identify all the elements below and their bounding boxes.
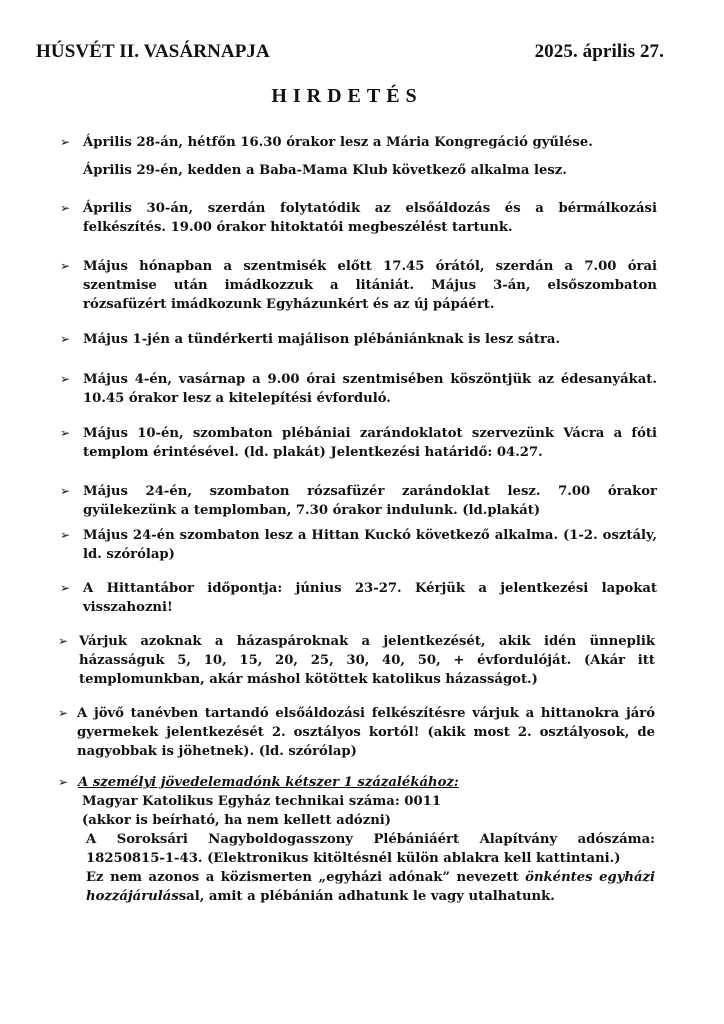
announcement-text: Április 28-án, hétfőn 16.30 órakor lesz a Mária Kongregáció gyűlése. [83, 135, 593, 150]
announcement-text: Április 30-án, szerdán folytatódik az elsőáldozás és a bérmálkozási felkészítés. 19.00 órakor hitoktatói megbeszélést tartunk. [83, 201, 657, 235]
announcement-item [60, 257, 657, 314]
arrowhead-bullet-icon: ➢ [60, 484, 71, 498]
announcement-text: Május 24-én szombaton lesz a Hittan Kuckó következő alkalma. (1-2. osztály, ld. szórólap) [83, 528, 657, 562]
announcement-item [60, 199, 657, 237]
tax-line: Magyar Katolikus Egyház technikai száma: 0011 [82, 794, 442, 809]
announcement-text: Május 10-én, szombaton plébániai zarándoklatot szervezünk Vácra a fóti templom érintésével. (ld. plakát) Jelentkezési határidő: 04.27. [83, 426, 657, 460]
announcement-item [60, 526, 657, 564]
announcement-text: Május 4-én, vasárnap a 9.00 órai szentmisében köszöntjük az édesanyákat. 10.45 órakor lesz a kitelepítési évforduló. [83, 372, 657, 406]
announcement-text: Várjuk azoknak a házaspároknak a jelentkezését, akik idén ünneplik házasságuk 5, 10, 15, 20, 25, 30, 40, 50, + évfordulóját. (Akár itt templomunkban, akár máshol kötöttek katolikus házasságot.) [79, 634, 655, 687]
announcement-item [60, 424, 657, 462]
announcement-text: A Hittantábor időpontja: június 23-27. Kérjük a jelentkezési lapokat visszahozni! [83, 581, 657, 615]
announcement-text: Május hónapban a szentmisék előtt 17.45 órától, szerdán a 7.00 órai szentmise után imádkozzuk a litániát. Május 3-án, elsőszombaton rózsafüzért imádkozunk Egyházunkért és az új pápáért. [83, 259, 657, 312]
arrowhead-bullet-icon: ➢ [60, 201, 71, 215]
arrowhead-bullet-icon: ➢ [60, 581, 71, 595]
date: 2025. április 27. [534, 41, 664, 62]
tax-line: A Soroksári Nagyboldogasszony Plébániáért Alapítvány adószáma: 18250815-1-43. (Elektronikus kitöltésnél külön ablakra kell kattintani.) [86, 832, 655, 866]
announcement-item [60, 370, 657, 408]
arrowhead-bullet-icon: ➢ [60, 426, 71, 440]
arrowhead-bullet-icon: ➢ [60, 259, 71, 273]
arrowhead-bullet-icon: ➢ [60, 372, 71, 386]
arrowhead-bullet-icon: ➢ [58, 706, 69, 720]
tax-line: (akkor is beírható, ha nem kellett adózni) [82, 813, 392, 828]
announcement-item [60, 133, 657, 180]
announcement-text: Május 1-jén a tündérkerti majálison plébániánknak is lesz sátra. [83, 332, 561, 347]
tax-line [82, 868, 655, 906]
announcement-item [58, 632, 655, 689]
announcement-item [60, 579, 657, 617]
announcement-item [60, 330, 657, 349]
announcement-text: Április 29-én, kedden a Baba-Mama Klub következő alkalma lesz. [83, 163, 567, 178]
arrowhead-bullet-icon: ➢ [58, 775, 69, 789]
tax-line-emphasis: önkéntes egyházi hozzájárulás [86, 870, 656, 904]
arrowhead-bullet-icon: ➢ [60, 528, 71, 542]
tax-line-part: Ez nem azonos a közismerten „egyházi adónak” nevezett [86, 870, 526, 885]
tax-line-part: sal, amit a plébánián adhatunk le vagy utalhatunk. [178, 889, 555, 904]
announcement-item [58, 704, 655, 761]
announcement-item [60, 482, 657, 520]
arrowhead-bullet-icon: ➢ [60, 332, 71, 346]
arrowhead-bullet-icon: ➢ [58, 634, 69, 648]
sunday-title: HÚSVÉT II. VASÁRNAPJA [36, 41, 270, 62]
tax-donation-item [58, 773, 655, 906]
announcement-text: Május 24-én, szombaton rózsafüzér zarándoklat lesz. 7.00 órakor gyülekezünk a templomban, 7.30 órakor indulunk. (ld.plakát) [83, 484, 657, 518]
announcement-text: A jövő tanévben tartandó elsőáldozási felkészítésre várjuk a hittanokra járó gyermekek jelentkezését 2. osztályos kortól! (akik most 2. osztályosok, de nagyobbak is jöhetnek). (ld. szórólap) [77, 706, 655, 759]
page-title: HIRDETÉS [271, 85, 423, 107]
arrowhead-bullet-icon: ➢ [60, 135, 71, 149]
tax-heading: A személyi jövedelemadónk kétszer 1 százalékához: [78, 775, 459, 790]
